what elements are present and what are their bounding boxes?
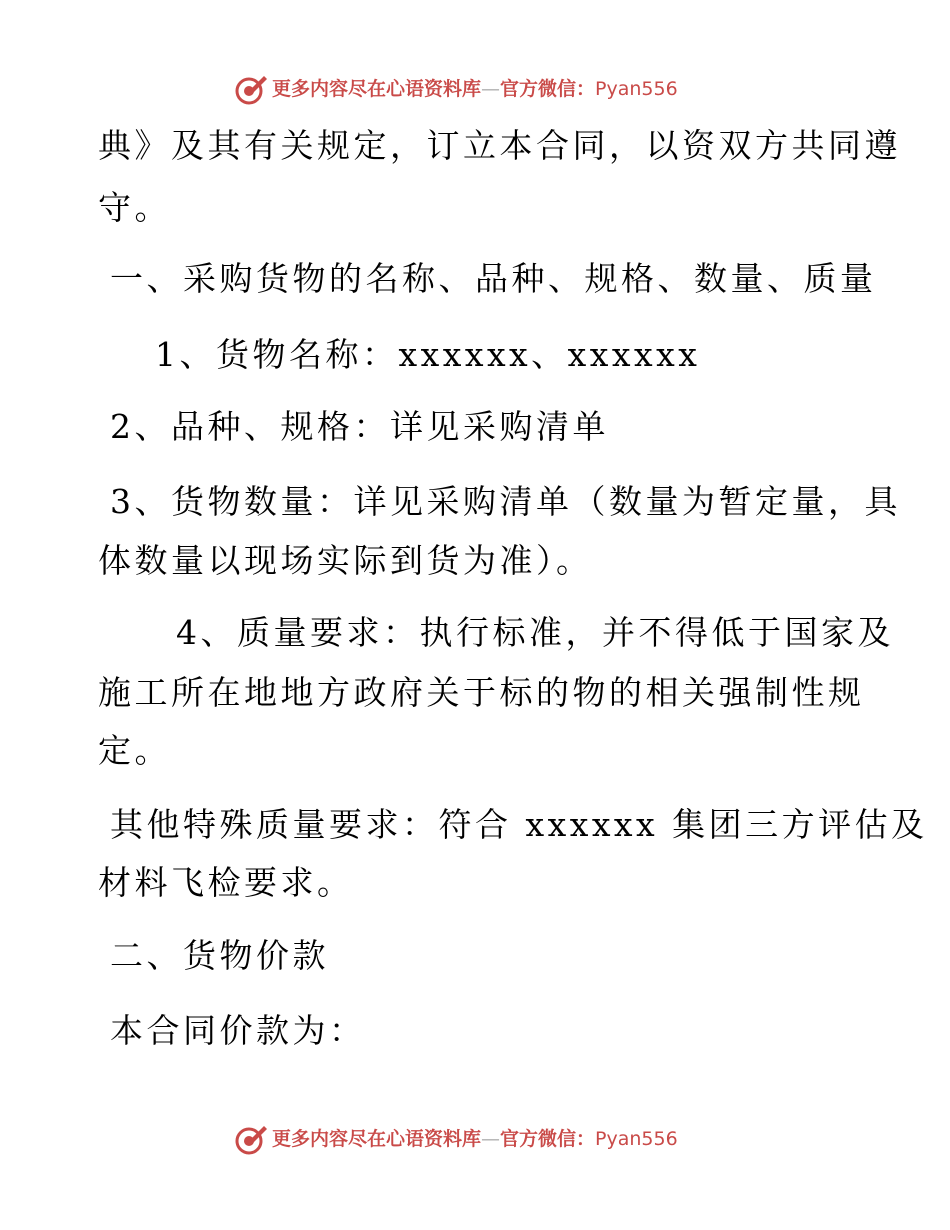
paragraph-line: 2、品种、规格：详见采购清单: [110, 407, 609, 446]
paragraph-line: 守。: [98, 188, 171, 227]
watermark-brand: 更多内容尽在心语资料库: [272, 78, 482, 100]
paragraph-line: 本合同价款为：: [110, 1011, 366, 1050]
paragraph-line: 施工所在地地方政府关于标的物的相关强制性规: [98, 673, 865, 712]
watermark-brand: 更多内容尽在心语资料库: [272, 1128, 482, 1150]
watermark-wechat-id: Pyan556: [595, 1128, 678, 1150]
pen-logo-icon: [234, 1122, 268, 1156]
watermark-footer: [0, 1120, 950, 1160]
paragraph-line: 体数量以现场实际到货为准）。: [98, 541, 593, 580]
paragraph-line: 典》及其有关规定，订立本合同，以资双方共同遵: [98, 126, 901, 165]
watermark-separator: —: [481, 1128, 501, 1150]
watermark-official: 官方微信：: [500, 1128, 596, 1150]
paragraph-line: 其他特殊质量要求：符合 xxxxxx 集团三方评估及: [110, 805, 928, 844]
paragraph-line: 材料飞检要求。: [98, 863, 354, 902]
section-heading: 二、货物价款: [110, 936, 329, 975]
paragraph-line: 4、质量要求：执行标准，并不得低于国家及: [176, 613, 894, 652]
paragraph-line: 定。: [98, 731, 171, 770]
paragraph-line: 1、货物名称：xxxxxx、xxxxxx: [155, 335, 701, 374]
watermark-official: 官方微信：: [500, 78, 596, 100]
paragraph-line: 3、货物数量：详见采购清单（数量为暂定量，具: [110, 482, 901, 521]
watermark-text: [272, 1127, 678, 1151]
watermark-separator: —: [481, 78, 501, 100]
watermark-wechat-id: Pyan556: [595, 78, 678, 100]
section-heading: 一、采购货物的名称、品种、规格、数量、质量: [110, 259, 877, 298]
